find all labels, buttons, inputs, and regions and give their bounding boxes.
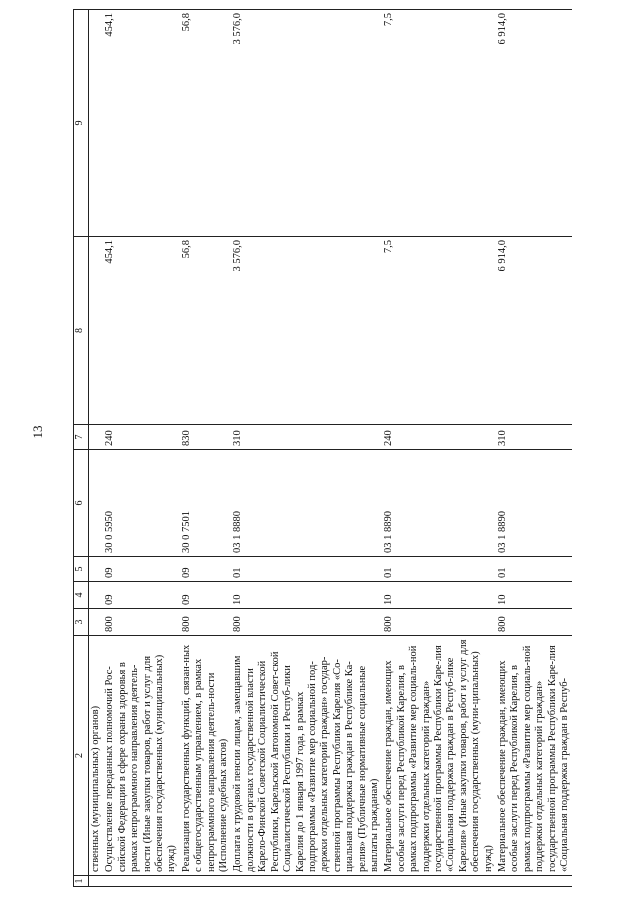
cell-amount-9: 7,5 — [382, 10, 496, 237]
cell-expense-type: 240 — [382, 425, 496, 450]
column-header-1: 1 — [74, 876, 89, 887]
cell-code: 800 — [231, 609, 382, 636]
cell-code: 800 — [496, 609, 572, 636]
column-header-2: 2 — [74, 636, 89, 876]
cell-subsection — [89, 557, 104, 582]
cell-amount-9: 454,1 — [103, 10, 179, 237]
table-row — [103, 10, 179, 887]
cell-code — [89, 609, 104, 636]
cell-empty — [382, 876, 496, 887]
cell-target-article: 30 0 7501 — [180, 450, 232, 557]
cell-expense-type: 310 — [231, 425, 382, 450]
cell-empty — [89, 876, 104, 887]
column-header-5: 5 — [74, 557, 89, 582]
cell-subsection: 01 — [382, 557, 496, 582]
cell-expense-type: 240 — [103, 425, 179, 450]
cell-section: 10 — [231, 582, 382, 609]
cell-amount-9: 3 576,0 — [231, 10, 382, 237]
cell-amount-8: 7,5 — [382, 237, 496, 425]
cell-amount-9: 56,8 — [180, 10, 232, 237]
cell-target-article: 30 0 5950 — [103, 450, 179, 557]
cell-amount-9: 6 914,0 — [496, 10, 572, 237]
row-description: Реализация государственных функций, связан-ных с общегосударственным управлением, в рамках непрограммного направления деятель-ности (Исполнение судебных актов) — [180, 636, 232, 876]
budget-table — [73, 9, 572, 887]
cell-subsection: 09 — [180, 557, 232, 582]
cell-section: 10 — [382, 582, 496, 609]
cell-section — [89, 582, 104, 609]
column-header-6: 6 — [74, 450, 89, 557]
column-header-4: 4 — [74, 582, 89, 609]
row-description: ственных (муниципальных) органов) — [89, 636, 104, 876]
cell-section: 10 — [496, 582, 572, 609]
cell-expense-type: 310 — [496, 425, 572, 450]
cell-amount-8 — [89, 237, 104, 425]
row-description: Материальное обеспечение граждан, имеющих особые заслуги перед Республикой Карелия, в рамках подпрограммы «Развитие мер социаль-ной поддержки отдельных категорий граждан» государственной программы Республики Каре-лия «Социальная поддержка граждан в Респуб- — [496, 636, 572, 876]
table-row — [231, 10, 382, 887]
cell-empty — [103, 876, 179, 887]
column-header-7: 7 — [74, 425, 89, 450]
cell-subsection: 09 — [103, 557, 179, 582]
cell-subsection: 01 — [231, 557, 382, 582]
cell-target-article — [89, 450, 104, 557]
cell-target-article: 03 1 8890 — [496, 450, 572, 557]
column-header-8: 8 — [74, 237, 89, 425]
cell-code: 800 — [382, 609, 496, 636]
header-row — [74, 10, 89, 887]
cell-amount-8: 454,1 — [103, 237, 179, 425]
table-row — [180, 10, 232, 887]
column-header-9: 9 — [74, 10, 89, 237]
table-body — [89, 10, 573, 887]
cell-empty — [231, 876, 382, 887]
cell-target-article: 03 1 8890 — [382, 450, 496, 557]
cell-expense-type: 830 — [180, 425, 232, 450]
cell-subsection: 01 — [496, 557, 572, 582]
cell-amount-8: 3 576,0 — [231, 237, 382, 425]
cell-empty — [180, 876, 232, 887]
cell-empty — [496, 876, 572, 887]
rotated-table-container — [73, 10, 571, 887]
table-header — [74, 10, 89, 887]
cell-expense-type — [89, 425, 104, 450]
cell-section: 09 — [180, 582, 232, 609]
cell-amount-9 — [89, 10, 104, 237]
cell-amount-8: 56,8 — [180, 237, 232, 425]
cell-target-article: 03 1 8880 — [231, 450, 382, 557]
row-description: Осуществление переданных полномочий Рос-сийской Федерации в сфере охраны здоровья в рамках непрограммного направления деятель-ности (Иные закупки товаров, работ и услуг для обеспечения государственных (муниципальных) нужд) — [103, 636, 179, 876]
row-description: Доплата к трудовой пенсии лицам, замещавшим должности в органах государственной власти Карело-Финской Советской Социалистической Республики, Карельской Автономной Совет-ской Социалистической Республики и Респуб-лики Карелия до 1 января 1997 года, в рамках подпрограммы «Развитие мер социальной под-держки отдельных категорий граждан» государ-ственной программы Республики Карелия «Со-циальная поддержка граждан в Республике Ка-релия» (Публичные нормативные социальные выплаты гражданам) — [231, 636, 382, 876]
cell-section: 09 — [103, 582, 179, 609]
table-row — [496, 10, 572, 887]
page-number: 13 — [30, 425, 45, 439]
cell-amount-8: 6 914,0 — [496, 237, 572, 425]
table-row — [382, 10, 496, 887]
cell-code: 800 — [180, 609, 232, 636]
table-row — [89, 10, 104, 887]
row-description: Материальное обеспечение граждан, имеющих особые заслуги перед Республикой Карелия, в рамках подпрограммы «Развитие мер социаль-ной поддержки отдельных категорий граждан» государственной программы Республики Каре-лия «Социальная поддержка граждан в Респуб-лике Карелия» (Иные закупки товаров, работ и услуг для обеспечения государственных (муни-ципальных) нужд) — [382, 636, 496, 876]
cell-code: 800 — [103, 609, 179, 636]
column-header-3: 3 — [74, 609, 89, 636]
